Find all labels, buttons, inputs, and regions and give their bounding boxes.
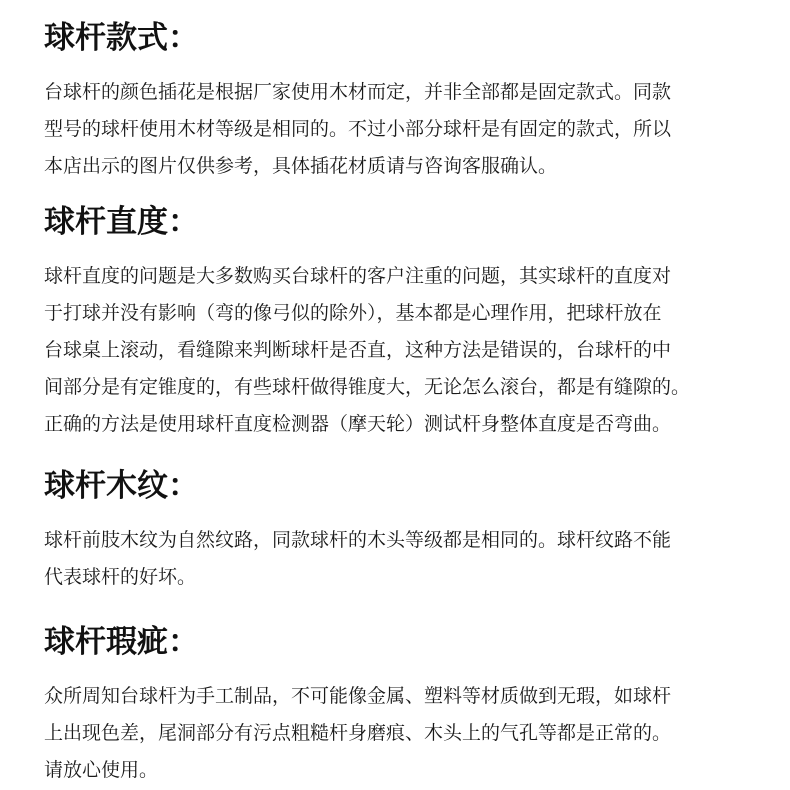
section-body-wood-grain [44,522,764,596]
body-line: 台球杆的颜色插花是根据厂家使用木材而定，并非全部都是固定款式。同款 [44,81,672,103]
body-line: 球杆前肢木纹为自然纹路，同款球杆的木头等级都是相同的。球杆纹路不能 [44,529,672,551]
body-line: 众所周知台球杆为手工制品，不可能像金属、塑料等材质做到无瑕，如球杆 [44,685,672,707]
body-line: 型号的球杆使用木材等级是相同的。不过小部分球杆是有固定的款式，所以 [44,118,672,140]
body-line: 代表球杆的好坏。 [44,566,197,588]
body-line: 间部分是有定锥度的，有些球杆做得锥度大，无论怎么滚台，都是有缝隙的。 [44,376,691,398]
section-straightness [44,202,764,443]
section-title-flaws: 球杆瑕疵： [44,624,199,660]
section-flaws [44,622,764,789]
body-line: 台球桌上滚动，看缝隙来判断球杆是否直，这种方法是错误的，台球杆的中 [44,339,672,361]
section-body-flaws [44,678,764,789]
section-body-straightness [44,258,764,443]
section-body-style [44,74,764,185]
body-line: 本店出示的图片仅供参考，具体插花材质请与咨询客服确认。 [44,155,558,177]
section-style [44,18,764,185]
section-wood-grain [44,466,764,596]
body-line: 正确的方法是使用球杆直度检测器（摩天轮）测试杆身整体直度是否弯曲。 [44,413,672,435]
body-line: 于打球并没有影响（弯的像弓似的除外），基本都是心理作用，把球杆放在 [44,302,662,324]
section-title-straightness: 球杆直度： [44,204,199,240]
body-line: 请放心使用。 [44,759,159,781]
body-line: 上出现色差，尾洞部分有污点粗糙杆身磨痕、木头上的气孔等都是正常的。 [44,722,672,744]
section-title-style: 球杆款式： [44,20,199,56]
section-title-wood-grain: 球杆木纹： [44,468,199,504]
body-line: 球杆直度的问题是大多数购买台球杆的客户注重的问题，其实球杆的直度对 [44,265,672,287]
